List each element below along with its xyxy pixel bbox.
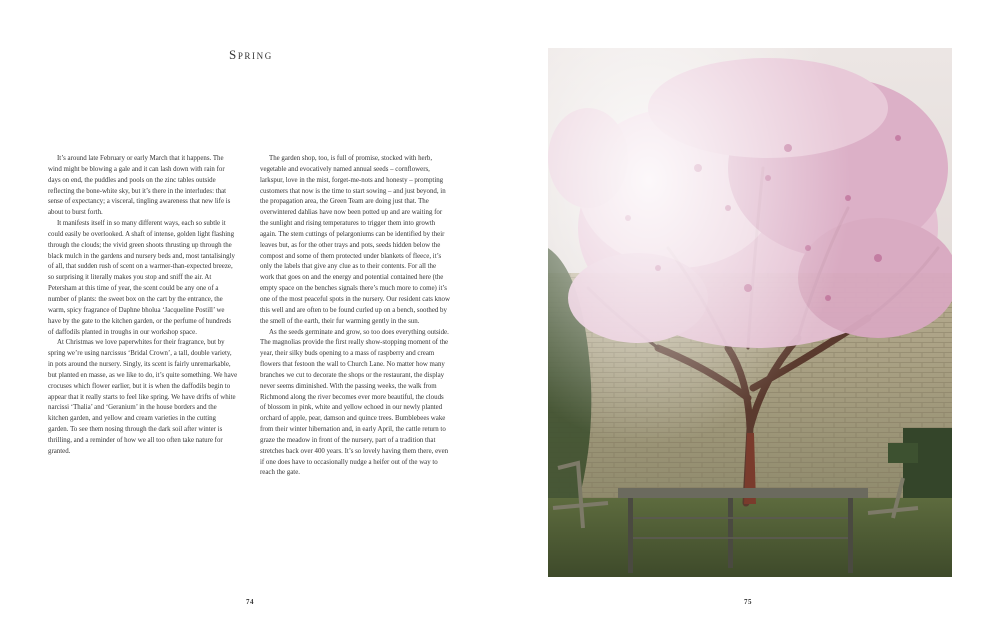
magnolia-tree-photo bbox=[548, 48, 952, 577]
left-text-column bbox=[48, 154, 238, 458]
paragraph: At Christmas we love paperwhites for their fragrance, but by spring we’re using narcissus ‘Bridal Crown’, a tall, double variety, in pots around the nursery. Singly, its scent is fairly unremarkable, but planted en masse, as we like to do, it’s quite something. We have crocuses which flower earlier, but it is when the daffodils begin to appear that it really starts to feel like spring. We have drifts of white narcissi ‘Thalia’ and ‘Geranium’ in the house borders and the kitchen garden, and yellow and cream varieties in the cutting garden. To see them nosing through the dark soil after winter is thrilling, and a reminder of how we all too often take nature for granted. bbox=[48, 339, 238, 455]
right-text-column bbox=[260, 154, 451, 479]
page-number-right: 75 bbox=[744, 598, 752, 606]
paragraph: As the seeds germinate and grow, so too does everything outside. The magnolias provide the first really show-stopping moment of the year, their silky buds opening to a mass of raspberry and cream flowers that festoon the wall to Church Lane. No matter how many branches we cut to decorate the shops or the restaurant, the display never seems diminished. With the passing weeks, the walk from Richmond along the river becomes ever more beautiful, the clouds of blossom in pink, white and yellow echoed in our newly planted orchard of apple, pear, damson and quince trees. Bumblebees wake from their winter hibernation and, in early April, the cattle return to graze the meadow in front of the nursery, part of a tradition that stretches back over 400 years. It’s so lovely having them there, even if one does have to occasionally nudge a heifer out of the way to reach the gate. bbox=[260, 328, 449, 477]
paragraph: It’s around late February or early March that it happens. The wind might be blowing a gale and it can lash down with rain for days on end, the puddles and pools on the zinc tables outside reflecting the bone-white sky, but it’s there in the interludes: that sense of expectancy; a visceral, tingling awareness that new life is about to burst forth. bbox=[48, 155, 231, 217]
paragraph: It manifests itself in so many different ways, each so subtle it could easily be overlooked. A shaft of intense, golden light flashing through the clouds; the vivid green shoots thrusting up through the black mulch in the gardens and nursery beds and, most tantalisingly of all, that sudden rush of scent on a warmer-than-expected breeze, so surprising it literally makes you stop and sniff the air. At Petersham at this time of year, the scent could be any one of a number of plants: the sweet box on the cart by the entrance, the warm, spicy fragrance of Daphne bholua ‘Jacqueline Postill’ we have by the gate to the kitchen garden, or the perfume of hundreds of daffodils planted in troughs in our workshop space. bbox=[48, 220, 235, 336]
section-title: Spring bbox=[229, 47, 273, 62]
paragraph: The garden shop, too, is full of promise, stocked with herb, vegetable and evocatively named annual seeds – cornflowers, larkspur, love in the mist, forget-me-nots and honesty – prompting customers that now is the time to start sowing – and just beyond, in the propagation area, the Green Team are doing just that. The overwintered dahlias have now been potted up and are waiting for the sunlight and rising temperatures to trigger them into growth again. The stem cuttings of pelargoniums can be identified by their leaves but, as for the other trays and pots, seeds hidden below the compost and some of them protected under blankets of fleece, it’s only the labels that give any clue as to their contents. For all the work that goes on and the energy and potential contained here (the empty space on the benches signals there’s much more to come) it’s one of the most peaceful spots in the nursery. Our resident cats know this well and are often to be found curled up on a bench, soothed by the smell of the earth, their fur warming gently in the sun. bbox=[260, 155, 450, 325]
page-number-left: 74 bbox=[246, 598, 254, 606]
